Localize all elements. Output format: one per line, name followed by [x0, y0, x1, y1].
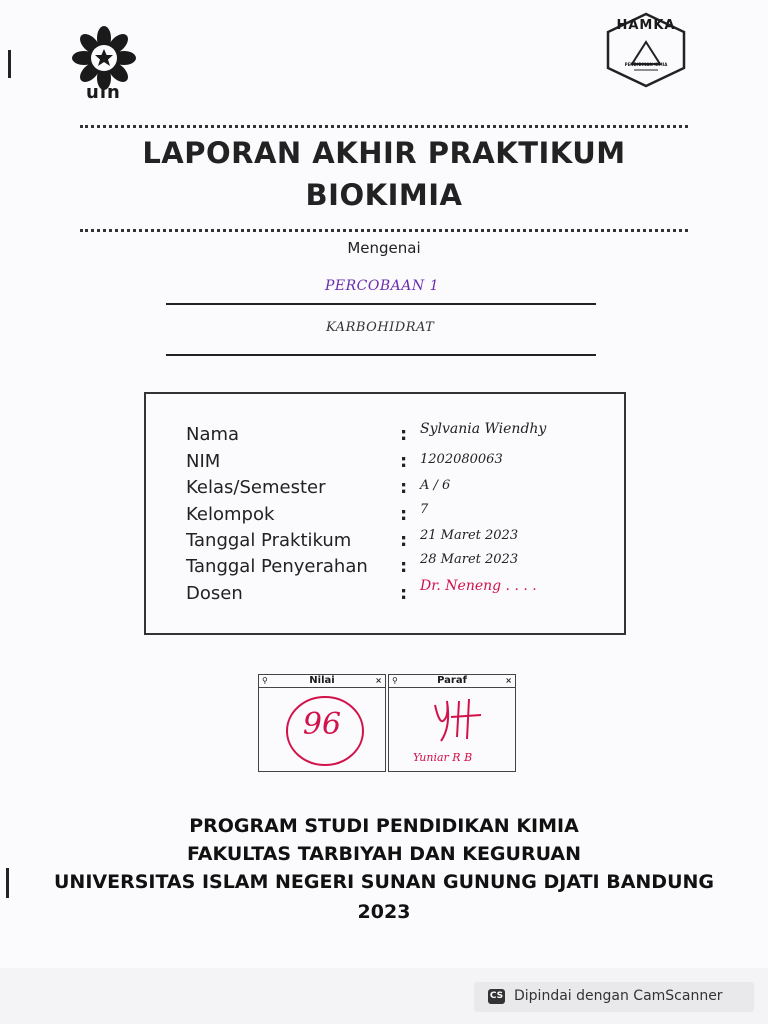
- field-value-dosen: Dr. Neneng . . . .: [420, 578, 537, 594]
- report-subject: BIOKIMIA: [305, 178, 463, 212]
- footer-faculty: FAKULTAS TARBIYAH DAN KEGURUAN: [186, 843, 582, 865]
- field-value-kelompok: 7: [420, 502, 429, 517]
- close-icon: ×: [375, 676, 382, 685]
- camscanner-logo-icon: CS: [488, 989, 505, 1004]
- field-value-kelas: A / 6: [420, 478, 451, 493]
- judul-value: KARBOHIDRAT: [326, 320, 435, 335]
- hamka-logo-text: HAMKA: [616, 18, 676, 33]
- judul-line: [166, 354, 596, 356]
- footer-program: PROGRAM STUDI PENDIDIKAN KIMIA: [189, 815, 579, 837]
- field-label-tgl-penyerahan: Tanggal Penyerahan: [186, 556, 368, 577]
- report-title: LAPORAN AKHIR PRAKTIKUM: [142, 136, 626, 170]
- field-label-kelas: Kelas/Semester: [186, 477, 326, 498]
- mengenai-label: Mengenai: [347, 239, 421, 257]
- field-value-tgl-penyerahan: 28 Maret 2023: [420, 552, 519, 567]
- nilai-box-title: Nilai: [309, 675, 335, 686]
- hamka-logo-subtext: PENDIDIKAN KIMIA: [624, 62, 668, 67]
- title-dotted-line-bottom: [80, 229, 688, 232]
- field-value-nim: 1202080063: [420, 452, 503, 467]
- field-value-tgl-praktikum: 21 Maret 2023: [420, 528, 519, 543]
- field-colon: :: [400, 556, 408, 577]
- field-colon: :: [400, 504, 408, 525]
- field-label-nim: NIM: [186, 451, 221, 472]
- paraf-box-title: Paraf: [437, 675, 467, 686]
- percobaan-line: [166, 303, 596, 305]
- title-dotted-line-top: [80, 125, 688, 128]
- paraf-box-titlebar: [389, 675, 515, 688]
- nilai-score: 96: [302, 707, 342, 742]
- field-colon: :: [400, 477, 408, 498]
- field-colon: :: [400, 424, 408, 445]
- scan-edge-mark: [8, 50, 11, 78]
- paraf-signer-name: Yuniar R B: [413, 751, 473, 764]
- percobaan-value: PERCOBAAN 1: [325, 278, 439, 294]
- uin-logo-text: uin: [86, 82, 121, 103]
- magnifier-icon: ⚲: [262, 676, 268, 685]
- magnifier-icon: ⚲: [392, 676, 398, 685]
- field-label-kelompok: Kelompok: [186, 504, 275, 525]
- field-label-dosen: Dosen: [186, 583, 243, 604]
- footer-university: UNIVERSITAS ISLAM NEGERI SUNAN GUNUNG DJATI BANDUNG: [53, 871, 714, 893]
- field-label-tgl-praktikum: Tanggal Praktikum: [186, 530, 352, 551]
- field-value-nama: Sylvania Wiendhy: [420, 421, 547, 437]
- camscanner-label: Dipindai dengan CamScanner: [514, 988, 723, 1004]
- signature-icon: [429, 697, 489, 745]
- nilai-box: [258, 674, 386, 772]
- footer-year: 2023: [357, 901, 411, 923]
- nilai-box-titlebar: [259, 675, 385, 688]
- close-icon: ×: [505, 676, 512, 685]
- field-colon: :: [400, 530, 408, 551]
- paraf-box: [388, 674, 516, 772]
- field-colon: :: [400, 583, 408, 604]
- camscanner-watermark: [474, 982, 754, 1012]
- field-label-nama: Nama: [186, 424, 240, 445]
- field-colon: :: [400, 451, 408, 472]
